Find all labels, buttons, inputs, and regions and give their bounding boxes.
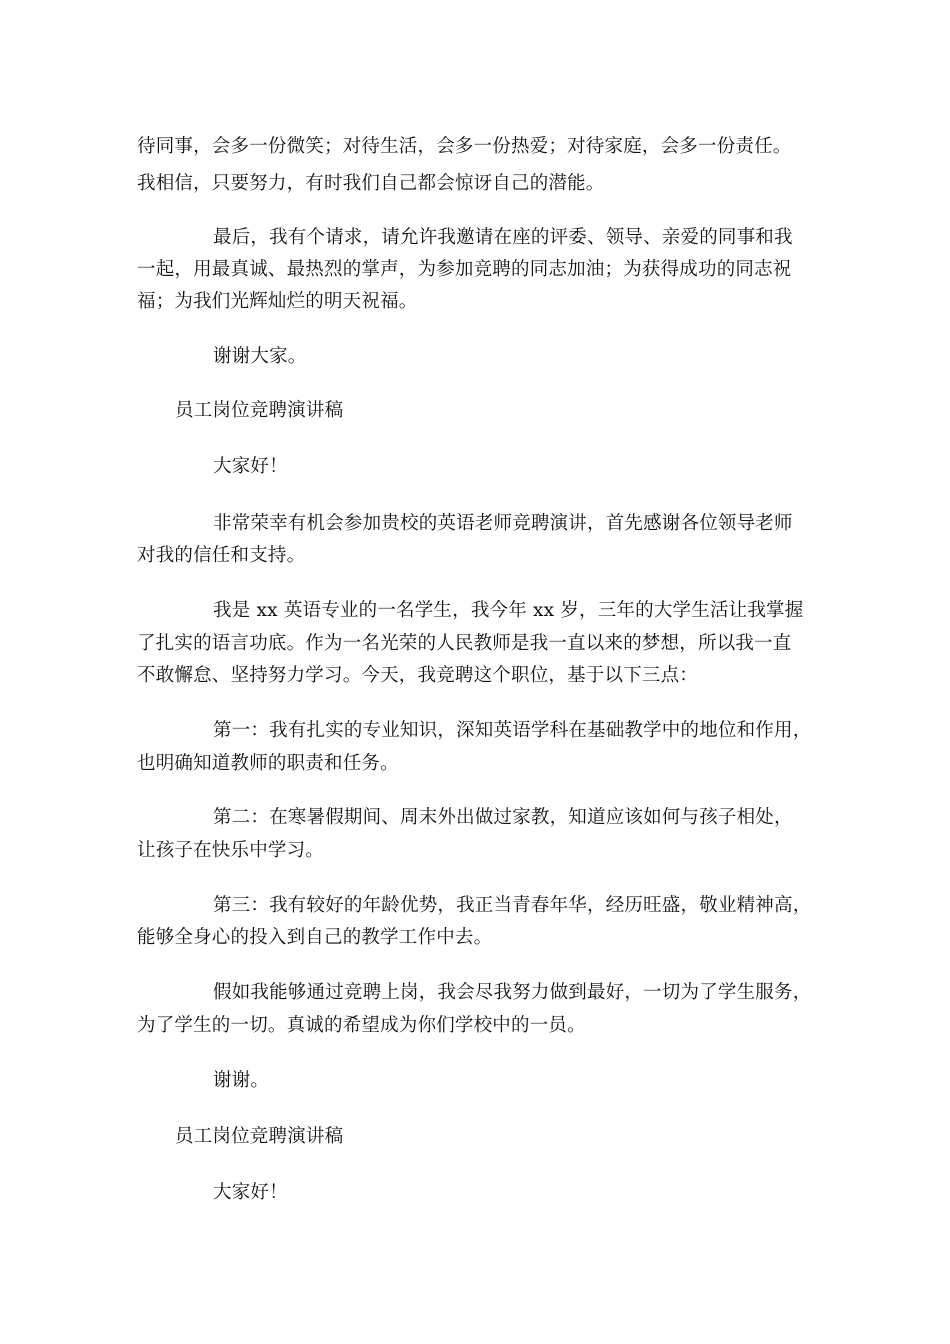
paragraph-start-line: 第一：我有扎实的专业知识，深知英语学科在基础教学中的地位和作用， — [213, 720, 812, 741]
paragraph-start-line: 第三：我有较好的年龄优势，我正当青春年华，经历旺盛，敬业精神高， — [213, 895, 812, 916]
paragraph-start-line: 非常荣幸有机会参加贵校的英语老师竞聘演讲，首先感谢各位领导老师 — [213, 513, 793, 534]
text-line: 一起，用最真诚、最热烈的掌声，为参加竞聘的同志加油；为获得成功的同志祝 — [137, 259, 792, 280]
section-title: 员工岗位竞聘演讲稿 — [175, 400, 344, 421]
text-line: 让孩子在快乐中学习。 — [137, 840, 325, 861]
paragraph-start-line: 最后，我有个请求，请允许我邀请在座的评委、领导、亲爱的同事和我 — [213, 227, 793, 248]
text-line: 不敢懈怠、坚持努力学习。今天，我竞聘这个职位，基于以下三点： — [137, 665, 699, 686]
closing-thanks: 谢谢。 — [213, 1070, 270, 1091]
text-line: 为了学生的一切。真诚的希望成为你们学校中的一员。 — [137, 1015, 586, 1036]
paragraph-start-line: 假如我能够通过竞聘上岗，我会尽我努力做到最好，一切为了学生服务， — [213, 982, 812, 1003]
text-line: 福；为我们光辉灿烂的明天祝福。 — [137, 291, 418, 312]
greeting: 大家好！ — [213, 1182, 288, 1203]
closing-thanks: 谢谢大家。 — [213, 346, 307, 367]
text-line: 对我的信任和支持。 — [137, 545, 306, 566]
text-line: 也明确知道教师的职责和任务。 — [137, 753, 399, 774]
text-line: 我相信，只要努力，有时我们自己都会惊讶自己的潜能。 — [137, 173, 605, 194]
text-line: 待同事，会多一份微笑；对待生活，会多一份热爱；对待家庭，会多一份责任。 — [137, 136, 792, 157]
paragraph-start-line: 我是 xx 英语专业的一名学生，我今年 xx 岁，三年的大学生活让我掌握 — [213, 600, 804, 621]
text-line: 能够全身心的投入到自己的教学工作中去。 — [137, 927, 493, 948]
section-title: 员工岗位竞聘演讲稿 — [175, 1126, 344, 1147]
greeting: 大家好！ — [213, 456, 288, 477]
text-line: 了扎实的语言功底。作为一名光荣的人民教师是我一直以来的梦想，所以我一直 — [137, 633, 792, 654]
paragraph-start-line: 第二：在寒暑假期间、周末外出做过家教，知道应该如何与孩子相处， — [213, 807, 793, 828]
